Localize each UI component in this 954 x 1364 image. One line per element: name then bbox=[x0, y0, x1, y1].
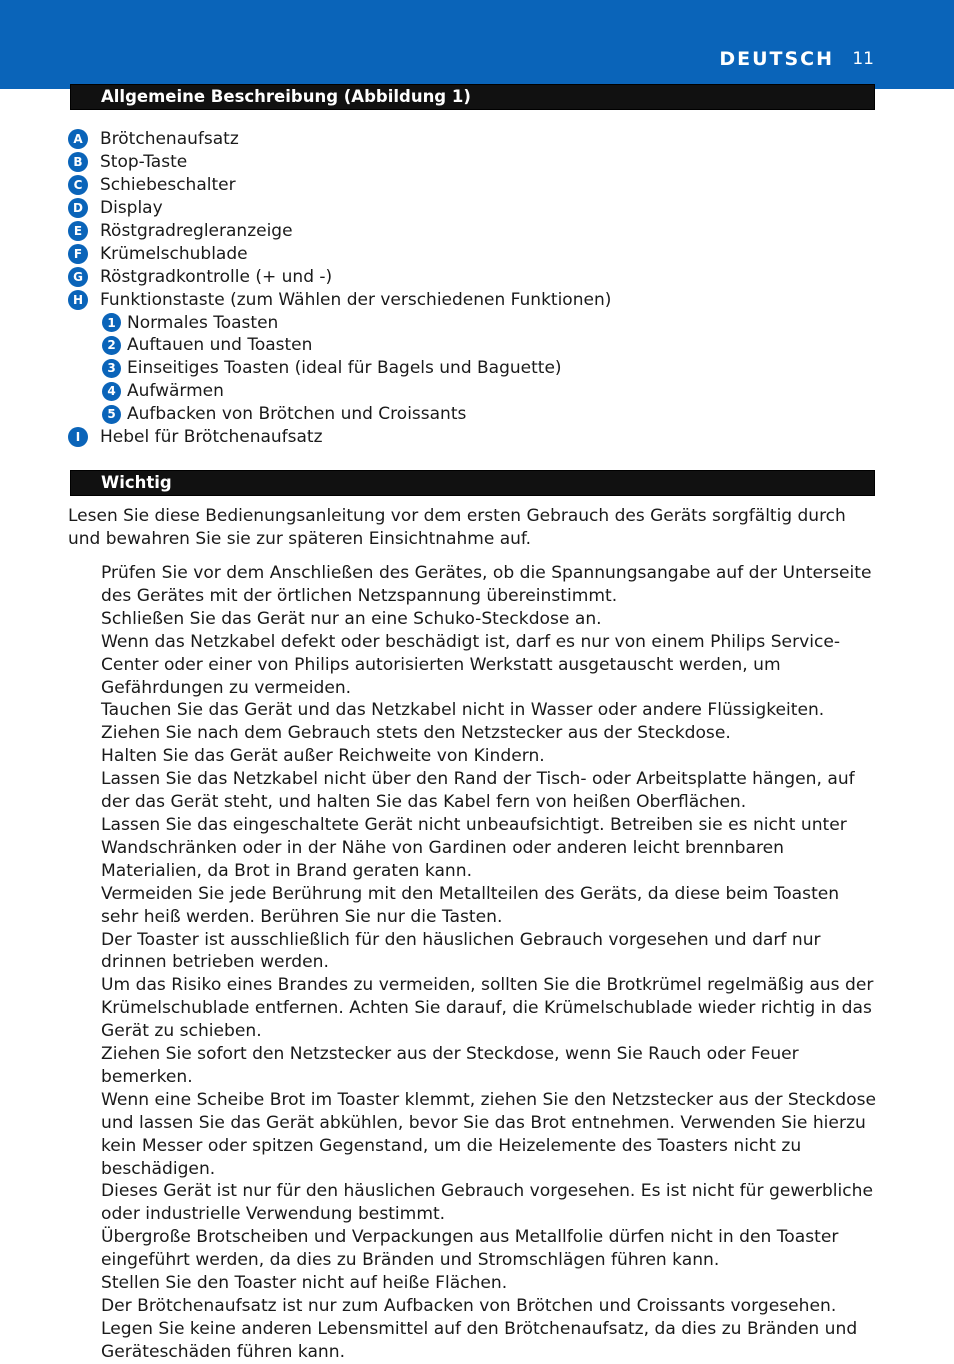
warning-item: Lassen Sie das eingeschaltete Gerät nicht unbeaufsichtigt. Betreiben sie es nicht unter Wandschränken oder in der Nähe von Gardinen oder anderen leicht brennbaren Materialien, da Brot in Brand geraten kann. bbox=[101, 814, 847, 881]
function-item bbox=[68, 311, 611, 334]
legend-item bbox=[68, 128, 611, 151]
function-item bbox=[68, 357, 611, 380]
page-number: 11 bbox=[852, 49, 874, 69]
warning-item: Tauchen Sie das Gerät und das Netzkabel nicht in Wasser oder andere Flüssigkeiten. bbox=[101, 700, 825, 721]
number-badge-icon: 1 bbox=[102, 313, 121, 332]
legend-text: Krümelschublade bbox=[100, 243, 248, 264]
number-badge-icon: 3 bbox=[102, 359, 121, 378]
page-header-band bbox=[0, 0, 954, 89]
legend-item bbox=[68, 151, 611, 174]
function-item bbox=[68, 334, 611, 357]
warning-item: Der Brötchenaufsatz ist nur zum Aufbacken von Brötchen und Croissants vorgesehen. Legen Sie keine anderen Lebensmittel auf den Brötchenaufsatz, da dies zu Bränden und Geräteschäden führen kann. bbox=[101, 1296, 858, 1362]
language-label: DEUTSCH bbox=[719, 48, 834, 70]
warning-item: Schließen Sie das Gerät nur an eine Schuko-Steckdose an. bbox=[101, 608, 602, 629]
warning-item: Der Toaster ist ausschließlich für den häuslichen Gebrauch vorgesehen und darf nur drinnen betrieben werden. bbox=[101, 929, 821, 973]
warning-item: Übergroße Brotscheiben und Verpackungen aus Metallfolie dürfen nicht in den Toaster eingeführt werden, da dies zu Bränden und Stromschlägen führen kann. bbox=[101, 1227, 839, 1271]
letter-badge-icon: I bbox=[68, 427, 88, 447]
warning-item: Lassen Sie das Netzkabel nicht über den Rand der Tisch- oder Arbeitsplatte hängen, auf der das Gerät steht, und halten Sie das Kabel fern von heißen Oberflächen. bbox=[101, 769, 855, 813]
legend-text: Stop-Taste bbox=[100, 152, 188, 173]
warning-item: Um das Risiko eines Brandes zu vermeiden, sollten Sie die Brotkrümel regelmäßig aus der Krümelschublade entfernen. Achten Sie darauf, die Krümelschublade wieder richtig in das Gerät zu schieben. bbox=[101, 975, 874, 1042]
warning-item: Stellen Sie den Toaster nicht auf heiße Flächen. bbox=[101, 1273, 508, 1294]
warning-item: Prüfen Sie vor dem Anschließen des Gerätes, ob die Spannungsangabe auf der Unterseite des Gerätes mit der örtlichen Netzspannung übereinstimmt. bbox=[101, 563, 872, 606]
letter-badge-icon: F bbox=[68, 244, 88, 264]
intro-paragraph: Lesen Sie diese Bedienungsanleitung vor dem ersten Gebrauch des Geräts sorgfältig durch und bewahren Sie sie zur späteren Einsichtnahme auf. bbox=[68, 506, 846, 549]
function-text: Einseitiges Toasten (ideal für Bagels und Baguette) bbox=[127, 358, 562, 379]
letter-badge-icon: D bbox=[68, 198, 88, 218]
section-title: Allgemeine Beschreibung (Abbildung 1) bbox=[101, 87, 471, 106]
legend-text: Display bbox=[100, 198, 163, 219]
section-title: Wichtig bbox=[101, 473, 172, 492]
legend-text: Schiebeschalter bbox=[100, 175, 236, 196]
legend-item bbox=[68, 174, 611, 197]
number-badge-icon: 5 bbox=[102, 405, 121, 424]
letter-badge-icon: H bbox=[68, 290, 88, 310]
warning-item: Dieses Gerät ist nur für den häuslichen Gebrauch vorgesehen. Es ist nicht für gewerbliche oder industrielle Verwendung bestimmt. bbox=[101, 1181, 873, 1225]
letter-badge-icon: A bbox=[68, 129, 88, 149]
legend-item bbox=[68, 288, 611, 311]
section-heading-important bbox=[70, 470, 875, 496]
warning-item: Ziehen Sie nach dem Gebrauch stets den Netzstecker aus der Steckdose. bbox=[101, 723, 731, 744]
legend-text: Brötchenaufsatz bbox=[100, 129, 239, 150]
warning-item: Halten Sie das Gerät außer Reichweite von Kindern. bbox=[101, 746, 545, 767]
number-badge-icon: 2 bbox=[102, 336, 121, 355]
function-text: Aufwärmen bbox=[127, 381, 224, 402]
function-text: Normales Toasten bbox=[127, 312, 279, 333]
legend-item bbox=[68, 265, 611, 288]
legend-item bbox=[68, 197, 611, 220]
section-heading-description bbox=[70, 84, 875, 110]
warning-item: Wenn eine Scheibe Brot im Toaster klemmt, ziehen Sie den Netzstecker aus der Steckdose und lassen Sie das Gerät abkühlen, bevor Sie das Brot entnehmen. Verwenden Sie hierzu kein Messer oder spitzen Gegenstand, um die Heizelemente des Toasters nicht zu beschädigen. bbox=[101, 1089, 877, 1179]
legend-text: Funktionstaste (zum Wählen der verschiedenen Funktionen) bbox=[100, 289, 612, 310]
legend-item bbox=[68, 242, 611, 265]
function-text: Auftauen und Toasten bbox=[127, 335, 313, 356]
legend-item bbox=[68, 220, 611, 243]
legend-text: Röstgradkontrolle (+ und -) bbox=[100, 266, 333, 287]
number-badge-icon: 4 bbox=[102, 382, 121, 401]
letter-badge-icon: B bbox=[68, 152, 88, 172]
parts-legend bbox=[68, 128, 611, 448]
legend-text: Hebel für Brötchenaufsatz bbox=[100, 427, 323, 448]
warning-item: Vermeiden Sie jede Berührung mit den Metallteilen des Geräts, da diese beim Toasten sehr heiß werden. Berühren Sie nur die Tasten. bbox=[101, 883, 840, 927]
function-item bbox=[68, 403, 611, 426]
warnings-list bbox=[101, 562, 877, 1364]
function-item bbox=[68, 380, 611, 403]
legend-item bbox=[68, 426, 611, 449]
function-text: Aufbacken von Brötchen und Croissants bbox=[127, 404, 467, 425]
letter-badge-icon: G bbox=[68, 267, 88, 287]
warning-item: Wenn das Netzkabel defekt oder beschädigt ist, darf es nur von einem Philips Service-Center oder einer von Philips autorisierten Werkstatt ausgetauscht werden, um Gefährdungen zu vermeiden. bbox=[101, 631, 841, 698]
warning-item: Ziehen Sie sofort den Netzstecker aus der Steckdose, wenn Sie Rauch oder Feuer bemerken. bbox=[101, 1044, 799, 1087]
legend-text: Röstgradregleranzeige bbox=[100, 221, 293, 241]
letter-badge-icon: E bbox=[68, 221, 88, 241]
letter-badge-icon: C bbox=[68, 175, 88, 195]
